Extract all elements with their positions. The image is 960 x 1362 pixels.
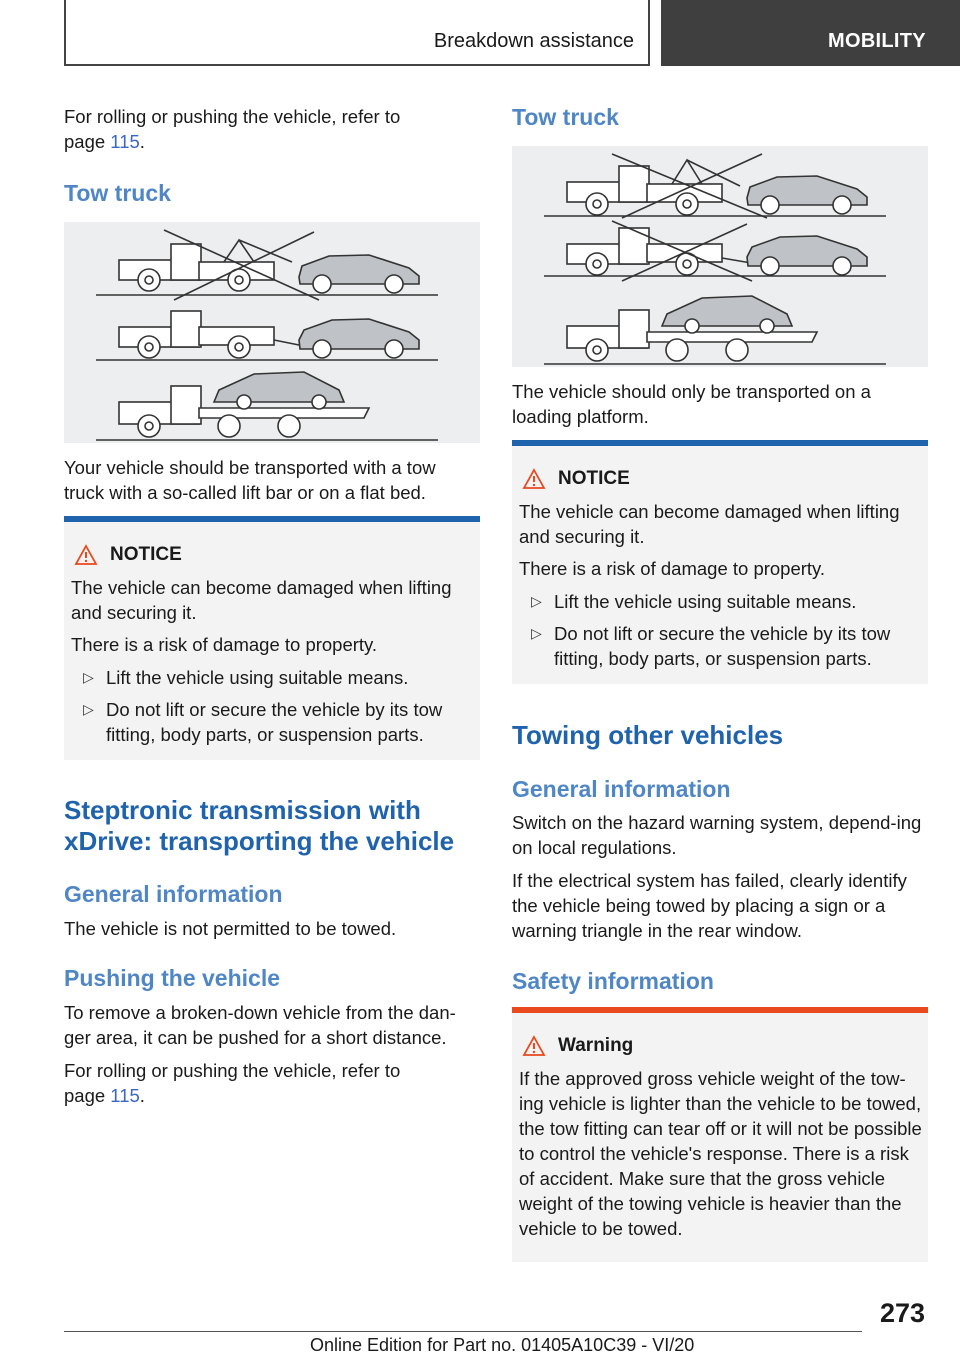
intro-text: For rolling or pushing the vehicle, refer to — [64, 106, 401, 127]
triangle-bullet-icon: ▷ — [83, 701, 94, 717]
page-number: 273 — [880, 1298, 926, 1328]
platform-illustration — [512, 146, 928, 367]
tow-truck-drawing — [64, 222, 480, 443]
notice-title: NOTICE — [110, 544, 182, 565]
header-chapter-title: MOBILITY — [828, 30, 926, 52]
pushing-ref-paragraph: For rolling or pushing the vehicle, refer to page 115. — [64, 1060, 401, 1106]
steptronic-heading: Steptronic transmission with xDrive: transporting the vehicle — [64, 795, 455, 856]
notice-bar — [64, 516, 480, 522]
warning-triangle-icon — [522, 468, 546, 490]
triangle-bullet-icon: ▷ — [531, 593, 542, 609]
general-info-text-2: If the electrical system has failed, clearly identify the vehicle being towed by placing a sign or a warning triangle in the rear window. — [512, 870, 907, 941]
notice-text-2: There is a risk of damage to property. — [71, 634, 378, 655]
warning-triangle-icon — [522, 1035, 546, 1057]
header-chapter-tab — [661, 0, 960, 66]
footer-edition: Online Edition for Part no. 01405A10C39 - VI/20 — [310, 1335, 695, 1355]
platform-paragraph: The vehicle should only be transported on a loading platform. — [512, 381, 871, 427]
notice-box — [512, 440, 928, 684]
pushing-ref-text: For rolling or pushing the vehicle, refer to — [64, 1060, 401, 1081]
header-section-tab — [64, 0, 650, 66]
pushing-ref-prefix: page — [64, 1085, 111, 1106]
intro-page-prefix: page — [64, 131, 111, 152]
pushing-text: To remove a broken-down vehicle from the dan-ger area, it can be pushed for a short distance. — [64, 1002, 456, 1048]
notice-title: NOTICE — [558, 468, 630, 489]
intro-paragraph: For rolling or pushing the vehicle, refer to page 115. — [64, 106, 401, 152]
tow-truck-heading-right: Tow truck — [512, 104, 619, 130]
warning-triangle-icon — [74, 544, 98, 566]
pushing-page-link[interactable]: 115 — [110, 1085, 140, 1106]
general-info-text-1: Switch on the hazard warning system, depend-ing on local regulations. — [512, 812, 922, 858]
notice-bullet-text: Do not lift or secure the vehicle by its tow fitting, body parts, or suspension parts. — [106, 699, 443, 745]
triangle-bullet-icon: ▷ — [531, 625, 542, 641]
footer-divider — [64, 1331, 862, 1332]
notice-bullet-text: Lift the vehicle using suitable means. — [554, 591, 857, 612]
notice-text-2: There is a risk of damage to property. — [519, 558, 826, 579]
general-info-heading-right: General information — [512, 776, 731, 802]
notice-text-1: The vehicle can become damaged when lifting and securing it. — [71, 577, 452, 623]
notice-bullet-text: Lift the vehicle using suitable means. — [106, 667, 409, 688]
warning-bar — [512, 1007, 928, 1013]
warning-title: Warning — [558, 1035, 634, 1056]
general-info-text: The vehicle is not permitted to be towed. — [64, 918, 397, 939]
notice-text-1: The vehicle can become damaged when lifting and securing it. — [519, 501, 900, 547]
notice-box — [64, 516, 480, 760]
platform-drawing — [512, 146, 928, 367]
intro-page-link[interactable]: 115 — [110, 131, 140, 152]
tow-truck-heading: Tow truck — [64, 180, 171, 206]
tow-truck-paragraph: Your vehicle should be transported with a tow truck with a so-called lift bar or on a flat bed. — [64, 457, 436, 503]
warning-text: If the approved gross vehicle weight of the tow-ing vehicle is lighter than the vehicle to be towed, the tow fitting can tear off or it will not be possible to control the vehicle's response. There is a risk of accident. Make sure that the gross vehicle weight of the towing vehicle is heavier than the vehicle to be towed. — [519, 1068, 922, 1239]
pushing-heading: Pushing the vehicle — [64, 965, 280, 991]
tow-truck-illustration — [64, 222, 480, 443]
notice-bullet-text: Do not lift or secure the vehicle by its tow fitting, body parts, or suspension parts. — [554, 623, 891, 669]
towing-other-vehicles-heading: Towing other vehicles — [512, 720, 784, 750]
safety-info-heading: Safety information — [512, 968, 714, 994]
triangle-bullet-icon: ▷ — [83, 669, 94, 685]
header-section-title: Breakdown assistance — [433, 30, 634, 52]
general-info-heading: General information — [64, 881, 283, 907]
warning-box — [512, 1007, 928, 1262]
notice-bar — [512, 440, 928, 446]
